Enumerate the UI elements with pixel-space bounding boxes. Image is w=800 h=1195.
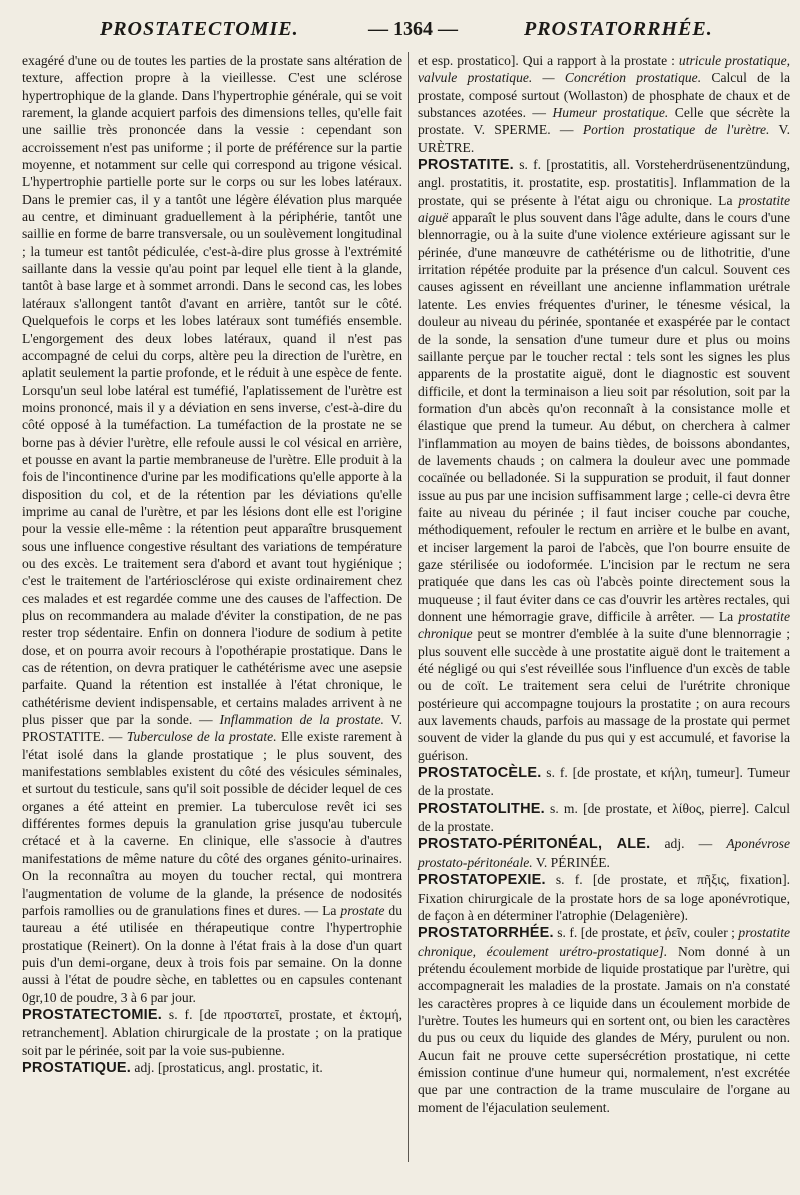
entry-body: adj. — — [664, 836, 713, 852]
text-run: Calcul de la prostate, composé surtout (Wollaston) de phosphate de chaux et de substances azotées. — — [418, 70, 790, 121]
text-run: prostatite chronique — [418, 609, 790, 642]
entry-prostatorrhee — [418, 924, 790, 1116]
text-run: Portion prostatique de l'urètre. — [582, 122, 770, 138]
entry-body: s. m. [de prostate, et λίθος, pierre]. Calcul de la prostate. — [418, 800, 790, 835]
headword: PROSTATO-PÉRITONÉAL, ALE. — [418, 836, 651, 853]
entry-prostatopexie — [418, 871, 790, 924]
text-run: prostatite aiguë — [418, 192, 790, 226]
headword: PROSTATOCÈLE. — [418, 765, 542, 782]
entry-body: adj. [prostaticus, angl. prostatic, it. — [134, 1059, 323, 1075]
entry-prostatectomie — [22, 1006, 402, 1059]
header-right-term: PROSTATORRHÉE. — [524, 18, 713, 40]
text-run: et esp. prostatico]. Qui a rapport à la prostate : — [418, 53, 675, 68]
entry-body: s. f. [de prostate, et πῆξις, fixation]. Fixation chirurgicale de la prostate hors de sa loge aponévrotique, de façon à en déterminer l'atrophie (Delagenière). — [418, 872, 790, 923]
entry-body: Nom donné à un prétendu écoulement morbide de liquide prostatique par l'urètre, qui accompagnerait les maladies de la prostate. Jamais on n'a constaté les caractères propres à ce liquide dans un écoulement morbide de l'urètre. Toutes les humeurs qui en sortent ont, ou bien les caractères du pus ou ceux du liquide des glandes de Méry, purulent ou non. Aucun fait ne prouve cette supersécrétion prostatique, ni cette émission continue d'une humeur qui, normalement, n'est excrétée que par une contraction de la trame musculaire de l'organe au moment de l'éjaculation seulement. — [418, 943, 790, 1115]
text-run: Inflammation de la prostate. — [219, 712, 384, 728]
entry-prostatolithe — [418, 800, 790, 836]
text-run: utricule prostatique, valvule prostatique. — Concrétion prostatique. — [418, 53, 790, 86]
text-run: Elle existe rarement à l'état isolé dans la glande prostatique ; le plus souvent, des manifestations semblables existent du côté des vésicules séminales, et surtout du testicule, sans qu'il soit possible de décider lequel de ces organes a été atteint en premier. La tuberculose revêt ici ses différentes formes depuis la granulation grise jusqu'au tubercule crétacé et à la caverne. En clinique, elle s'associe à d'autres manifestations de même nature du côté des organes génito-urinaires. On la reconnaîtra au moyen du toucher rectal, qui montrera l'augmentation de volume de la glande, la présence de nodosités parfois ramollies ou de granulations fines et dures. — La — [22, 729, 403, 918]
left-column — [22, 52, 402, 1077]
text-run: exagéré d'une ou de toutes les parties de la prostate sans altération de texture, affection propre à la vieillesse. C'est une sclérose hypertrophique de la glande. Dans l'hypertrophie générale, qui se voit rarement, la glande acquiert parfois des dimensions telles, qu'elle fait une saillie très prononcée dans la vessie : cependant son accroissement n'est pas uniforme ; il porte de préférence sur la partie moyenne, et notamment sur celle qui correspond au trigone vésical. L'hypertrophie partielle porte sur le corps ou sur les lobes latéraux. Dans le premier cas, il y a tantôt une légère élévation plus marquée au centre, et diminuant graduellement à la périphérie, tantôt une saillie en forme de barre transversale, ou un soulèvement longitudinal ; la tumeur est tantôt pédiculée, c'est-à-dire plus grosse à l'extrémité saillante dans la vessie qu'au point par lequel elle tient à la glande, tantôt à base large et à sommet arrondi. Dans le second cas, les lobes latéraux s'allongent tantôt d'avant en arrière, tantôt sur le côté. Quelquefois le corps et les lobes latéraux sont tuméfiés ensemble. L'engorgement des deux lobes latéraux, quand il n'est pas accompagné de celui du corps, altère peu la direction de l'urètre, en aplatit seulement la partie profonde, et le réduit à une espèce de fente. Lorsqu'un seul lobe latéral est tuméfié, l'aplatissement de l'urètre est moins prononcé, mais il y a déviation en sens inverse, c'est-à-dire du côté opposé à la tuméfaction. La tuméfaction de la prostate ne se borne pas à dévier l'urètre, elle refoule aussi le col vésical en arrière, et pousse en avant la partie membraneuse de l'urètre. Elle produit à la fois de l'incontinence d'urine par les modifications qu'elle apporte à la disposition du col, et de la rétention par les déviations qu'elle imprime au canal de l'urètre, et par les lésions dont elle est l'origine pour la vessie elle-même : la rétention peut apparaître brusquement sous une influence congestive résultant des variations de température ou des excès. Le traitement sera d'abord et avant tout hygiénique ; c'est le traitement de l'artériosclérose qui existe ordinairement chez ces malades et est regardée comme une des causes de l'affection. De plus on recommandera au malade d'éviter la constipation, de ne pas rester trop sédentaire. Enfin on donnera l'iodure de sodium à petite dose, et on pourra avoir recours à l'opothérapie prostatique. Dans le cas de rétention, on devra pratiquer le cathétérisme avec une asepsie parfaite. Quand la rétention est installée à l'état chronique, le cathétérisme devient indispensable, et certains malades arrivent à ne plus pisser que par la sonde. — — [22, 53, 402, 728]
paragraph — [418, 52, 790, 156]
entry-body: apparaît le plus souvent dans l'âge adulte, dans le cours d'une blennorragie, ou à la suite d'une violence extérieure agissant sur le périnée, d'une manœuvre de cathétérisme ou de lithotritie, d'une irritation répétée produite par la présence d'un calcul. Souvent ces causes agissent en réveillant une ancienne inflammation urétrale latente. Les envies fréquentes d'uriner, le ténesme vésical, la douleur au niveau du périnée, spontanée et exaspérée par le contact de la sonde, la sensation d'une tumeur dure et plus ou moins saillante perçue par le toucher rectal : tels sont les signes les plus apparents de la prostatite aiguë, dont le diagnostic est souvent difficile, et dont la terminaison a lieu soit par résolution, soit par la formation d'un abcès qu'on reconnaît à la consistance molle et élastique que prend la tumeur. Au début, on cherchera à calmer l'inflammation au moyen de bains tièdes, de boissons abondantes, de lavements chauds ; on calmera la douleur avec une pommade cocaïnée ou belladonée. Si la suppuration se produit, il faut donner issue au pus par une incision suffisamment large ; celle-ci devra être faite au niveau du périnée ; il faut inciser couche par couche, méthodiquement, refouler le rectum en arrière et le bulbe en avant, et inciser largement la paroi de l'abcès, que l'on bourre ensuite de gaze stérilisée ou iodoformée. L'incision par le rectum ne sera pratiquée que dans les cas où l'abcès pointe directement sous la muqueuse ; il faut éviter dans ce cas d'ouvrir les artères rectales, qui donnent une hémorragie grave, difficile à arrêter. — La — [418, 210, 790, 624]
text-run: du taureau a été utilisée en thérapeutique contre l'hypertrophie prostatique (Reinert). On la donne à l'état frais à la dose d'un quart puis d'un demi-organe, deux à trois fois par semaine. On la donne aussi à l'état de poudre sèche, en tablettes ou en capsules contenant 0gr,10 de poudre, 3 à 6 par jour. — [22, 902, 402, 1005]
text-run: Humeur prostatique. — [552, 105, 669, 121]
cross-reference: V. PÉRINÉE. — [535, 854, 610, 870]
entry-prostatite — [418, 156, 790, 764]
text-run: Aponévrose prostato-péritonéale. — [418, 836, 790, 870]
page-header — [0, 8, 800, 48]
headword: PROSTATORRHÉE. — [418, 925, 554, 942]
column-divider — [408, 52, 409, 1162]
headword: PROSTATIQUE. — [22, 1059, 132, 1076]
header-left-term: PROSTATECTOMIE. — [100, 18, 299, 40]
headword: PROSTATECTOMIE. — [22, 1006, 162, 1023]
entry-prostato-peritoneal — [418, 835, 790, 871]
text-run: prostate — [340, 902, 385, 918]
cross-reference: Celle que sécrète la prostate. V. SPERME. — — [418, 105, 790, 138]
cross-reference: V. URÈTRE. — [418, 122, 791, 155]
headword: PROSTATOLITHE. — [418, 800, 545, 817]
cross-reference: V. PROSTATITE. — — [22, 712, 402, 745]
text-run: Tuberculose de la prostate. — [126, 729, 277, 745]
entry-body: s. f. [de prostate, et ῥεῖν, couler ; — [557, 925, 735, 941]
entry-prostatocele — [418, 764, 790, 800]
entry-body: peut se montrer d'emblée à la suite d'une blennorragie ; plus souvent elle succède à une prostatite aiguë dont le traitement a été négligé ou qui s'est réveillée sous l'influence d'un excès de table ou de coït. Le traitement sera celui de l'urétrite chronique postérieure qui accompagne toujours la prostatite ; on aura recours aux lavements chauds, parfois au massage de la prostate qui permet souvent de vider la glande du pus qui y est accumulé, et favorise la guérison. — [418, 626, 790, 763]
entry-prostatique — [22, 1059, 402, 1077]
headword: PROSTATITE. — [418, 157, 514, 174]
entry-body: s. f. [de prostate, et κήλη, tumeur]. Tumeur de la prostate. — [418, 765, 790, 799]
entry-body: s. f. [de προστατεῖ, prostate, et ἐκτομή, retranchement]. Ablation chirurgicale de la prostate ; on la pratique soit par le périnée, soit par la voie sus-pubienne. — [22, 1006, 402, 1058]
entry-body: s. f. [prostatitis, all. Vorsteherdrüsenentzündung, angl. prostatitis, it. prostatite, esp. prostatitis]. Inflammation de la prostate, qui se présente à l'état aigu ou chronique. La — [418, 157, 790, 208]
page-number: — 1364 — — [368, 18, 458, 40]
text-run: prostatite chronique, écoulement urétro-prostatique]. — [418, 925, 791, 959]
paragraph — [22, 52, 402, 1006]
right-column — [418, 52, 790, 1116]
headword: PROSTATOPEXIE. — [418, 872, 546, 889]
